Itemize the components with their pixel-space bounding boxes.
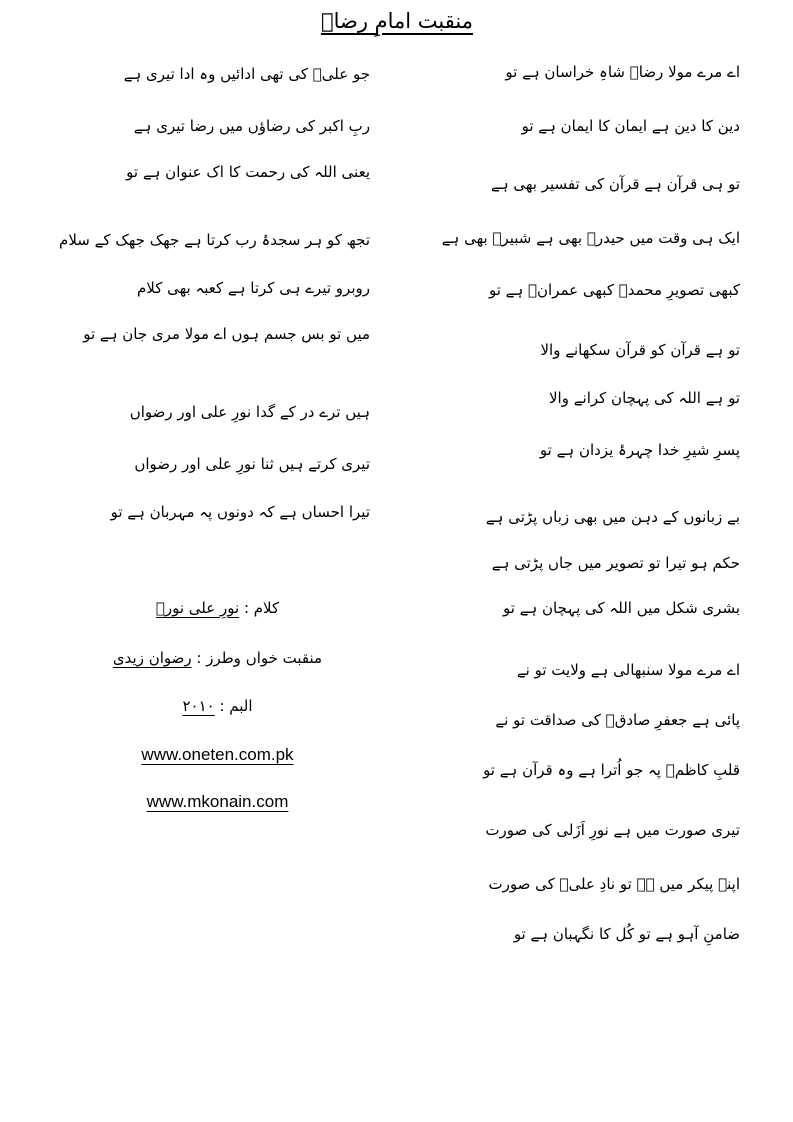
left-verse-line: تجھ کو ہر سجدۂ رب کرتا ہے جھک جھک کے سلام [59,231,370,249]
website-link-mkonain[interactable]: www.mkonain.com [146,792,289,811]
right-verse-line: تو ہی قرآن ہے قرآن کی تفسیر بھی ہے [491,175,740,193]
left-verse-line: میں تو بس جسم ہوں اے مولا مری جان ہے تو [83,325,370,343]
kalam-value: نورِ علی نورؔ [155,599,240,617]
right-verse-line: دین کا دین ہے ایمان کا ایمان ہے تو [521,117,740,135]
left-verse-line: جو علیؑ کی تھی ادائیں وہ ادا تیری ہے [123,65,370,83]
left-verse-line: روبرو تیرے ہی کرتا ہے کعبہ بھی کلام [136,279,370,297]
right-verse-line: پائی ہے جعفرِ صادقؑ کی صداقت تو نے [495,711,740,729]
right-verse-line: ضامنِ آہو ہے تو کُل کا نگہبان ہے تو [513,925,740,943]
right-verse-line: پسرِ شیرِ خدا چہرۂ یزدان ہے تو [539,441,740,459]
right-verse-line: بشری شکل میں اللہ کی پہچان ہے تو [502,599,740,617]
left-verse-line: یعنی اللہ کی رحمت کا اک عنوان ہے تو [126,163,370,181]
reciter-label: منقبت خواں وطرز : [196,649,323,667]
left-verse-line: تیری کرتے ہیں ثنا نورِ علی اور رضواں [134,455,370,473]
right-verse-line: تیری صورت میں ہے نورِ اَزَلی کی صورت [485,821,740,839]
right-verse-line: تو ہے اللہ کی پہچان کرانے والا [549,389,740,407]
left-verse-line: تیرا احساں ہے کہ دونوں پہ مہربان ہے تو [110,503,370,521]
right-verse-line: ایک ہی وقت میں حیدرؑ بھی ہے شبیرؑ بھی ہے [441,229,740,247]
reciter-credit [95,646,340,672]
left-verse-line: ربِ اکبر کی رضاؤں میں رضا تیری ہے [133,117,370,135]
left-verse-line: ہیں ترے در کے گدا نورِ علی اور رضواں [129,403,370,421]
right-verse-line: اے مرے مولا رضاؑ شاہِ خراسان ہے تو [505,63,740,81]
website-link-oneten[interactable]: www.oneten.com.pk [141,745,294,764]
right-verse-line: بے زبانوں کے دہن میں بھی زباں پڑتی ہے [485,508,740,526]
right-verse-line: اپنے پیکر میں ہے تو نادِ علیؑ کی صورت [488,875,740,893]
right-verse-line: حکم ہو تیرا تو تصویر میں جاں پڑتی ہے [491,554,740,572]
right-verse-line: اے مرے مولا سنبھالی ہے ولایت تو نے [516,661,740,679]
right-verse-line: تو ہے قرآن کو قرآن سکھانے والا [540,341,740,359]
album-credit [95,694,340,720]
page-title: منقبت امامِ رضاؑ [321,9,473,33]
kalam-credit [95,596,340,622]
album-label: البم : [219,697,253,715]
reciter-value: رضوان زیدی [112,649,192,667]
album-value: ۲۰۱۰ [182,697,215,715]
right-verse-line: کبھی تصویرِ محمدؐ کبھی عمرانؑ ہے تو [488,281,740,299]
kalam-label: کلام : [243,599,280,617]
right-verse-line: قلبِ کاظمؑ پہ جو اُترا ہے وہ قرآن ہے تو [483,761,740,779]
